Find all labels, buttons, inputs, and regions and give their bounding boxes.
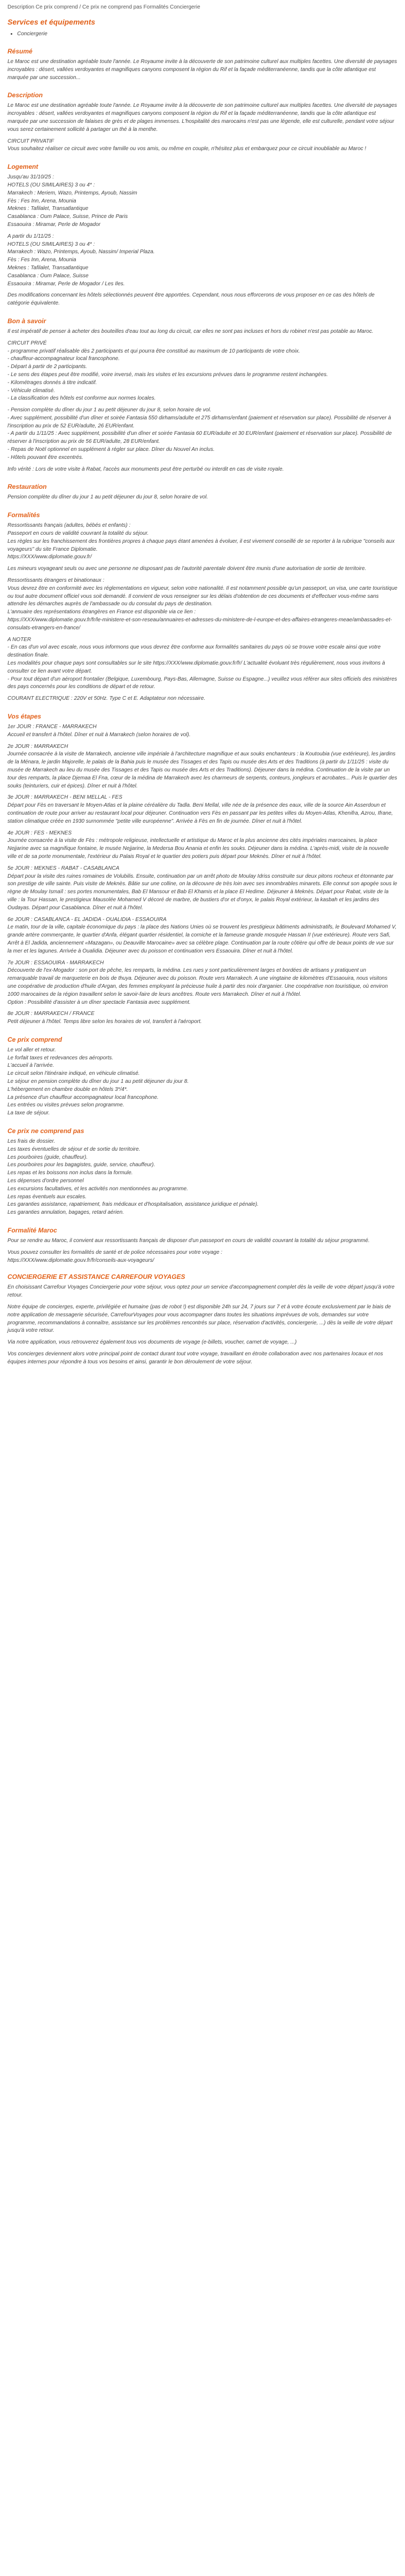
formalites-paragraph: Ressortissants étrangers et binationaux : Vous devrez être en conformité avec les réglementations en vigueur, selon votre nationalité. Il est notamment possible qu'un passeport, un visa, une carte touristique ou tout autre document officiel vous soit demandé. Il convient de vous renseigner sur les délais d'obtention de ces documents et d'effectuer vous-même sans attendre les démarches auprès de l'ambassade ou du consulat du pays de destination. L'annuaire des représentations étrangères en France est disponible via ce lien : https://XXX/www.diplomatie.gouv.fr/fr/le-ministere-et-son-reseau/annuaires-et-adresses-du-ministere-de-l-europe-et-des-affaires-etrangeres-meae/ambassades-et-consulats-etrangers-en-france/: [7, 577, 398, 631]
prix-comprend-text: Le vol aller et retour. Le forfait taxes et redevances des aéroports. L'accueil à l'arrivée. Le circuit selon l'itinéraire indiqué, en véhicule climatisé. Le séjour en pension complète du dîner du jour 1 au petit déjeuner du jour 8. L'hébergement en chambre double en hôtels 3*/4*. La présence d'un chauffeur accompagnateur local francophone. Les entrées ou visites prévues selon programme. La taxe de séjour.: [7, 1047, 189, 1117]
formalites-title: Formalités: [7, 511, 40, 519]
bon-a-savoir-paragraph: Il est impératif de penser à acheter des bouteilles d'eau tout au long du circuit, car elles ne sont pas incluses et hors du robinet n'est pas potable au Maroc.: [7, 328, 373, 334]
etape-day: 4e JOUR : FES - MEKNES Journée consacrée à la visite de Fès : métropole religieuse, intellectuelle et artistique du Maroc et la plus ancienne des cités impériales marocaines, la place Nejjarine avec sa magnifique fontaine, le musée Nejjarine, la Medersa Bou Anania et enfin les souks. Déjeuner dans la médina. L'après-midi, visite de la nouvelle ville et de sa porte monumentale, l'extérieur du Palais Royal et le quartier des potiers puis départ pour Meknès. Dîner et nuit à l'hôtel.: [7, 830, 389, 860]
bon-a-savoir-title: Bon à savoir: [7, 317, 46, 325]
etape-day: 7e JOUR : ESSAOUIRA - MARRAKECH Découverte de l'ex-Mogador : son port de pêche, les remparts, la médina. Les rues y sont particulièrement larges et bordées de artisans y pratiquent un remarquable travail de marqueterie en bois de thuya. Déjeuner avec du poisson. Route vers Marrakech. A une vingtaine de kilomètres d'Essaouira, nous visitons une coopérative de production d'huile d'Argan, des femmes employant la précieuse huile à partir des noix d'arganier. Une coopérative non touristique, où environ 1000 marocaines de la région travaillent selon le savoir-faire de leurs ancêtres. Route vers Marrakech. Dîner et nuit à l'hôtel. Option : Possibilité d'assister à un dîner spectacle Fantasia avec supplément.: [7, 959, 388, 1005]
resume-title: Résumé: [7, 48, 33, 55]
restauration-title: Restauration: [7, 483, 47, 491]
conciergerie-paragraph: Notre équipe de concierges, experte, privilégiée et humaine (pas de robot !) est disponible 24h sur 24, 7 jours sur 7 et à votre écoute exclusivement par le biais de notre application de messagerie sécurisée, CarrefourVoyages pour vous accompagner dans toutes les situations imprévues de vols, demandes sur votre programme, recommandations à connaître, assistance sur les problèmes rencontrés sur place, réservation d'activités, conciergerie, ...) dès la veille de votre départ jusqu'à votre retour.: [7, 1304, 393, 1334]
etape-day: 5e JOUR : MEKNES - RABAT - CASABLANCA Départ pour la visite des ruines romaines de Volubilis. Ensuite, continuation par un arrêt photo de Moulay Idriss construite sur deux pitons rocheux et étonnante par son prestige de ville sainte. Puis visite de Meknès. Bâtie sur une colline, on la découvre de très loin avec ses innombrables minarets. Elle connut son apogée sous le règne de Moulay Ismaïl : ses portes monumentales, Bab El Mansour et Bab El Khamis et la place El Hedime. Déjeuner à Meknès. Départ pour Rabat, visite de la ville : la Tour Hassan, le prestigieux Mausolée Mohamed V décoré de marbre, de bustiers d'or et d'onyx, le palais Royal extérieur, la kasbah et les jardins des Oudayas. Départ pour Casablanca. Dîner et nuit à l'hôtel.: [7, 865, 398, 911]
etape-day: 6e JOUR : CASABLANCA - EL JADIDA - OUALIDIA - ESSAOUIRA Le matin, tour de la ville, capitale économique du pays : la place des Nations Unies où se trouvent les prestigieux bâtiments administratifs, le Boulevard Mohamed V, grande artère commerçante, le quartier d'Anfa, élégant quartier résidentiel, la corniche et la fameuse grande mosquée Hassan II (vue extérieure). Route vers Safi, Arrêt à El Jadida, anciennement «Mazagan», ou Deauville Marocaine» avec sa célèbre plage. Continuation par la route côtière qui offre de beaux points de vue sur la mer et les lagunes. Arrivée à Oualidia. Déjeuner avec du poisson et continuation vers Essaouira. Dîner et nuit à l'hôtel.: [7, 916, 396, 954]
description-title: Description: [7, 91, 43, 99]
services-title: Services et équipements: [7, 18, 96, 26]
logement-title: Logement: [7, 163, 38, 171]
services-item: • Conciergerie: [17, 30, 398, 38]
formalites-paragraph: A NOTER - En cas d'un vol avec escale, nous vous informons que vous devrez être conforme aux formalités sanitaires du pays où se trouve votre escale ainsi que votre destination finale. Les modalités pour chaque pays sont consultables sur le site https://XXX/www.diplomatie.gouv.fr/fr/ L'actualité évoluant très régulièrement, nous vous invitons à consulter ce lien avant votre départ. - Pour tout départ d'un aéroport frontalier (Belgique, Luxembourg, Pays-Bas, Allemagne, Suisse ou Espagne...) veuillez vous référer aux sites officiels des ministères des pays concernés pour les conditions de départ et de retour.: [7, 636, 398, 690]
prix-comprend-title: Ce prix comprend: [7, 1035, 63, 1043]
prix-ne-comprend-text: Les frais de dossier. Les taxes éventuelles de séjour et de sortie du territoire. Les pourboires (guide, chauffeur). Les pourboires pour les bagagistes, guide, service, chauffeur). Les repas et les boissons non inclus dans la formule. Les dépenses d'ordre personnel Les excursions facultatives, et les activités non mentionnées au programme. Les repas éventuels aux escales. Les garanties assistance, rapatriement, frais médicaux et d'hospitalisation, assistance juridique et pénale). Les garanties annulation, bagages, retard aérien.: [7, 1138, 259, 1216]
bon-a-savoir-paragraph: Info vérité : Lors de votre visite à Rabat, l'accès aux monuments peut être perturbé ou interdit en cas de visite royale.: [7, 466, 284, 472]
formalites-paragraph: Ressortissants français (adultes, bébés et enfants) : Passeport en cours de validité couvrant la totalité du séjour. Les règles sur les franchissement des frontières propres à chaque pays étant amenées à évoluer, il est vivement conseillé de se reporter à la rubrique "conseils aux voyageurs" du site France Diplomatie. https://XXX/www.diplomatie.gouv.fr/: [7, 522, 395, 560]
services-list: [7, 30, 398, 38]
bon-a-savoir-paragraph: CIRCUIT PRIVÉ - programme privatif réalisable dès 2 participants et qui pourra être constitué au maximum de 10 participants de votre choix. - chauffeur-accompagnateur local francophone. - Départ à partir de 2 participants. - Le sens des étapes peut être modifié, voire inversé, mais les visites et les excursions prévues dans le programme restent inchangées. - Kilométrages donnés à titre indicatif. - Véhicule climatisé. - La classification des hôtels est conforme aux normes locales.: [7, 340, 328, 402]
logement-paragraph: Des modifications concernant les hôtels sélectionnés peuvent être apportées. Cependant, nous nous efforcerons de vous proposer en ce cas des hôtels de catégorie équivalente.: [7, 292, 375, 307]
restauration-text: Pension complète du dîner du jour 1 au petit déjeuner du jour 8, selon horaire de vol.: [7, 494, 208, 501]
page-intro: Description Ce prix comprend / Ce prix ne comprend pas Formalités Conciergerie: [7, 4, 200, 10]
etape-day: 2e JOUR : MARRAKECH Journée consacrée à la visite de Marrakech, ancienne ville impériale à l'architecture magnifique et aux souks enchanteurs : la Koutoubia (vue extérieure), les jardins de la Ménara, le jardin Majorelle, le palais de la Bahia puis le musée des Tissages et des Tapis ou musée des Arts et des Traditions (à partir du 1/11/25 : visite du musée de Marrakech au lieu du musée des Tissages et des Tapis ou musée des Arts et des Traditions). Déjeuner dans la médina. Continuation de la visite par un tour des remparts, la place Djemaa El Fna, cœur de la médina de Marrakech avec les charmeurs de serpents, conteurs, jongleurs et acrobates... Puis le quartier des souks (teinturiers, cuir et épices). Dîner et nuit à l'hôtel.: [7, 743, 398, 789]
formalite-maroc-title: Formalité Maroc: [7, 1227, 57, 1235]
description-paragraph: CIRCUIT PRIVATIF Vous souhaitez réaliser ce circuit avec votre famille ou vos amis, ou même en couple, n'hésitez plus et embarquez pour ce circuit inoubliable au Maroc !: [7, 138, 367, 152]
etapes-title: Vos étapes: [7, 713, 41, 720]
description-paragraph: Le Maroc est une destination agréable toute l'année. Le Royaume invite à la découverte de son patrimoine culturel aux multiples facettes. Une diversité de paysages incroyables : désert, vallées verdoyantes et magnifiques canyons composent la région du Rif et la façade méditerranéenne, tandis que la côte atlantique est marquée par une succession de falaises de grès et de plages immenses. L'hospitalité des marocains n'est pas une légende, elle est culturelle, pendant votre séjour vous serez certainement sollicité à partager un thé à la menthe.: [7, 103, 398, 132]
etape-day: 1er JOUR : FRANCE - MARRAKECH Accueil et transfert à l'hôtel. Dîner et nuit à Marrakech (selon horaires de vol).: [7, 724, 191, 738]
conciergerie-title: CONCIERGERIE ET ASSISTANCE CARREFOUR VOYAGES: [7, 1273, 185, 1281]
logement-paragraph: Jusqu'au 31/10/25 : HOTELS (OU SIMILAIRES) 3 ou 4* : Marrakech : Meriem, Wazo, Printemps, Ayoub, Nassim Fès : Fes Inn, Arena, Mounia Meknes : Tafilalet, Transatlantique Casablanca : Oum Palace, Suisse, Prince de Paris Essaouira : Miramar, Perle de Mogador: [7, 174, 137, 228]
etape-day: 3e JOUR : MARRAKECH - BENI MELLAL - FES Départ pour Fès en traversant le Moyen-Atlas et la plaine céréalière du Tadla. Beni Mellal, ville née de la présence des eaux, ville de la source Ain Asserdoun et continuation de route pour arriver au restaurant local pour déjeuner. Continuation vers Fès en passant par les petites villes du Moyen-Atlas, Khenifra, Azrou, Ifrane, station climatique créée en 1930 surnommée "petite ville européenne". Arrivée à Fès en fin de journée. Dîner et nuit à l'hôtel.: [7, 794, 393, 824]
formalites-paragraph: Les mineurs voyageant seuls ou avec une personne ne disposant pas de l'autorité parentale doivent être munis d'une autorisation de sortie de territoire.: [7, 566, 367, 572]
formalite-maroc-paragraph: Pour se rendre au Maroc, il convient aux ressortissants français de disposer d'un passeport en cours de validité couvrant la totalité du séjour programmé.: [7, 1238, 370, 1244]
etape-day: 8e JOUR : MARRAKECH / FRANCE Petit déjeuner à l'hôtel. Temps libre selon les horaires de vol, transfert à l'aéroport.: [7, 1011, 202, 1025]
formalite-maroc-paragraph: Vous pouvez consulter les formalités de santé et de police nécessaires pour votre voyage : https://XXX/www.diplomatie.gouv.fr/fr/conseils-aux-voyageurs/: [7, 1249, 223, 1263]
resume-text: Le Maroc est une destination agréable toute l'année. Le Royaume invite à la découverte de son patrimoine culturel aux multiples facettes. Une diversité de paysages incroyables : désert, vallées verdoyantes et magnifiques canyons composent la région du Rif et la façade méditerranéenne, tandis que la côte atlantique est marquée par une succession...: [7, 59, 398, 81]
prix-ne-comprend-title: Ce prix ne comprend pas: [7, 1127, 84, 1135]
conciergerie-paragraph: Vos concierges deviennent alors votre principal point de contact durant tout votre voyage, travaillant en étroite collaboration avec nos partenaires locaux et nos équipes internes pour répondre à tous vos besoins et ainsi, garantir le bon déroulement de votre séjour.: [7, 1351, 383, 1365]
conciergerie-paragraph: En choisissant Carrefour Voyages Conciergerie pour votre séjour, vous optez pour un service d'accompagnement complet dès la veille de votre départ jusqu'à votre retour.: [7, 1284, 395, 1299]
logement-paragraph: A partir du 1/11/25 : HOTELS (OU SIMILAIRES) 3 ou 4* : Marrakech : Wazo, Printemps, Ayoub, Nassim/ Imperial Plaza. Fès : Fes Inn, Arena, Mounia Meknes : Tafilalet, Transatlantique Casablanca : Oum Palace, Suisse Essaouira : Miramar, Perle de Mogador / Les Iles.: [7, 233, 155, 287]
conciergerie-paragraph: Via notre application, vous retrouverez également tous vos documents de voyage (e-billets, voucher, carnet de voyage, ...): [7, 1339, 297, 1346]
formalites-paragraph: COURANT ELECTRIQUE : 220V et 50Hz. Type C et E. Adaptateur non nécessaire.: [7, 696, 206, 702]
bon-a-savoir-paragraph: - Pension complète du dîner du jour 1 au petit déjeuner du jour 8, selon horaire de vol. - Avec supplément, possibilité d'un dîner et soirée Fantasia 550 dirhams/adulte et 275 dirhams/enfant (paiement et réservation sur place). Possibilité de réserver à l'inscription au prix de 52 EUR/adulte, 26 EUR/enfant. - A partir du 1/11/25 : Avec supplément, possibilité d'un dîner et soirée Fantasia 60 EUR/adulte et 30 EUR/enfant (paiement et réservation sur place). Possibilité de réserver à l'inscription au prix de 56 EUR/adulte, 28 EUR/enfant. - Repas de Noël optionnel en supplément à régler sur place. Dîner du Nouvel An inclus. - Hôtels pouvant être excentrés.: [7, 407, 392, 460]
